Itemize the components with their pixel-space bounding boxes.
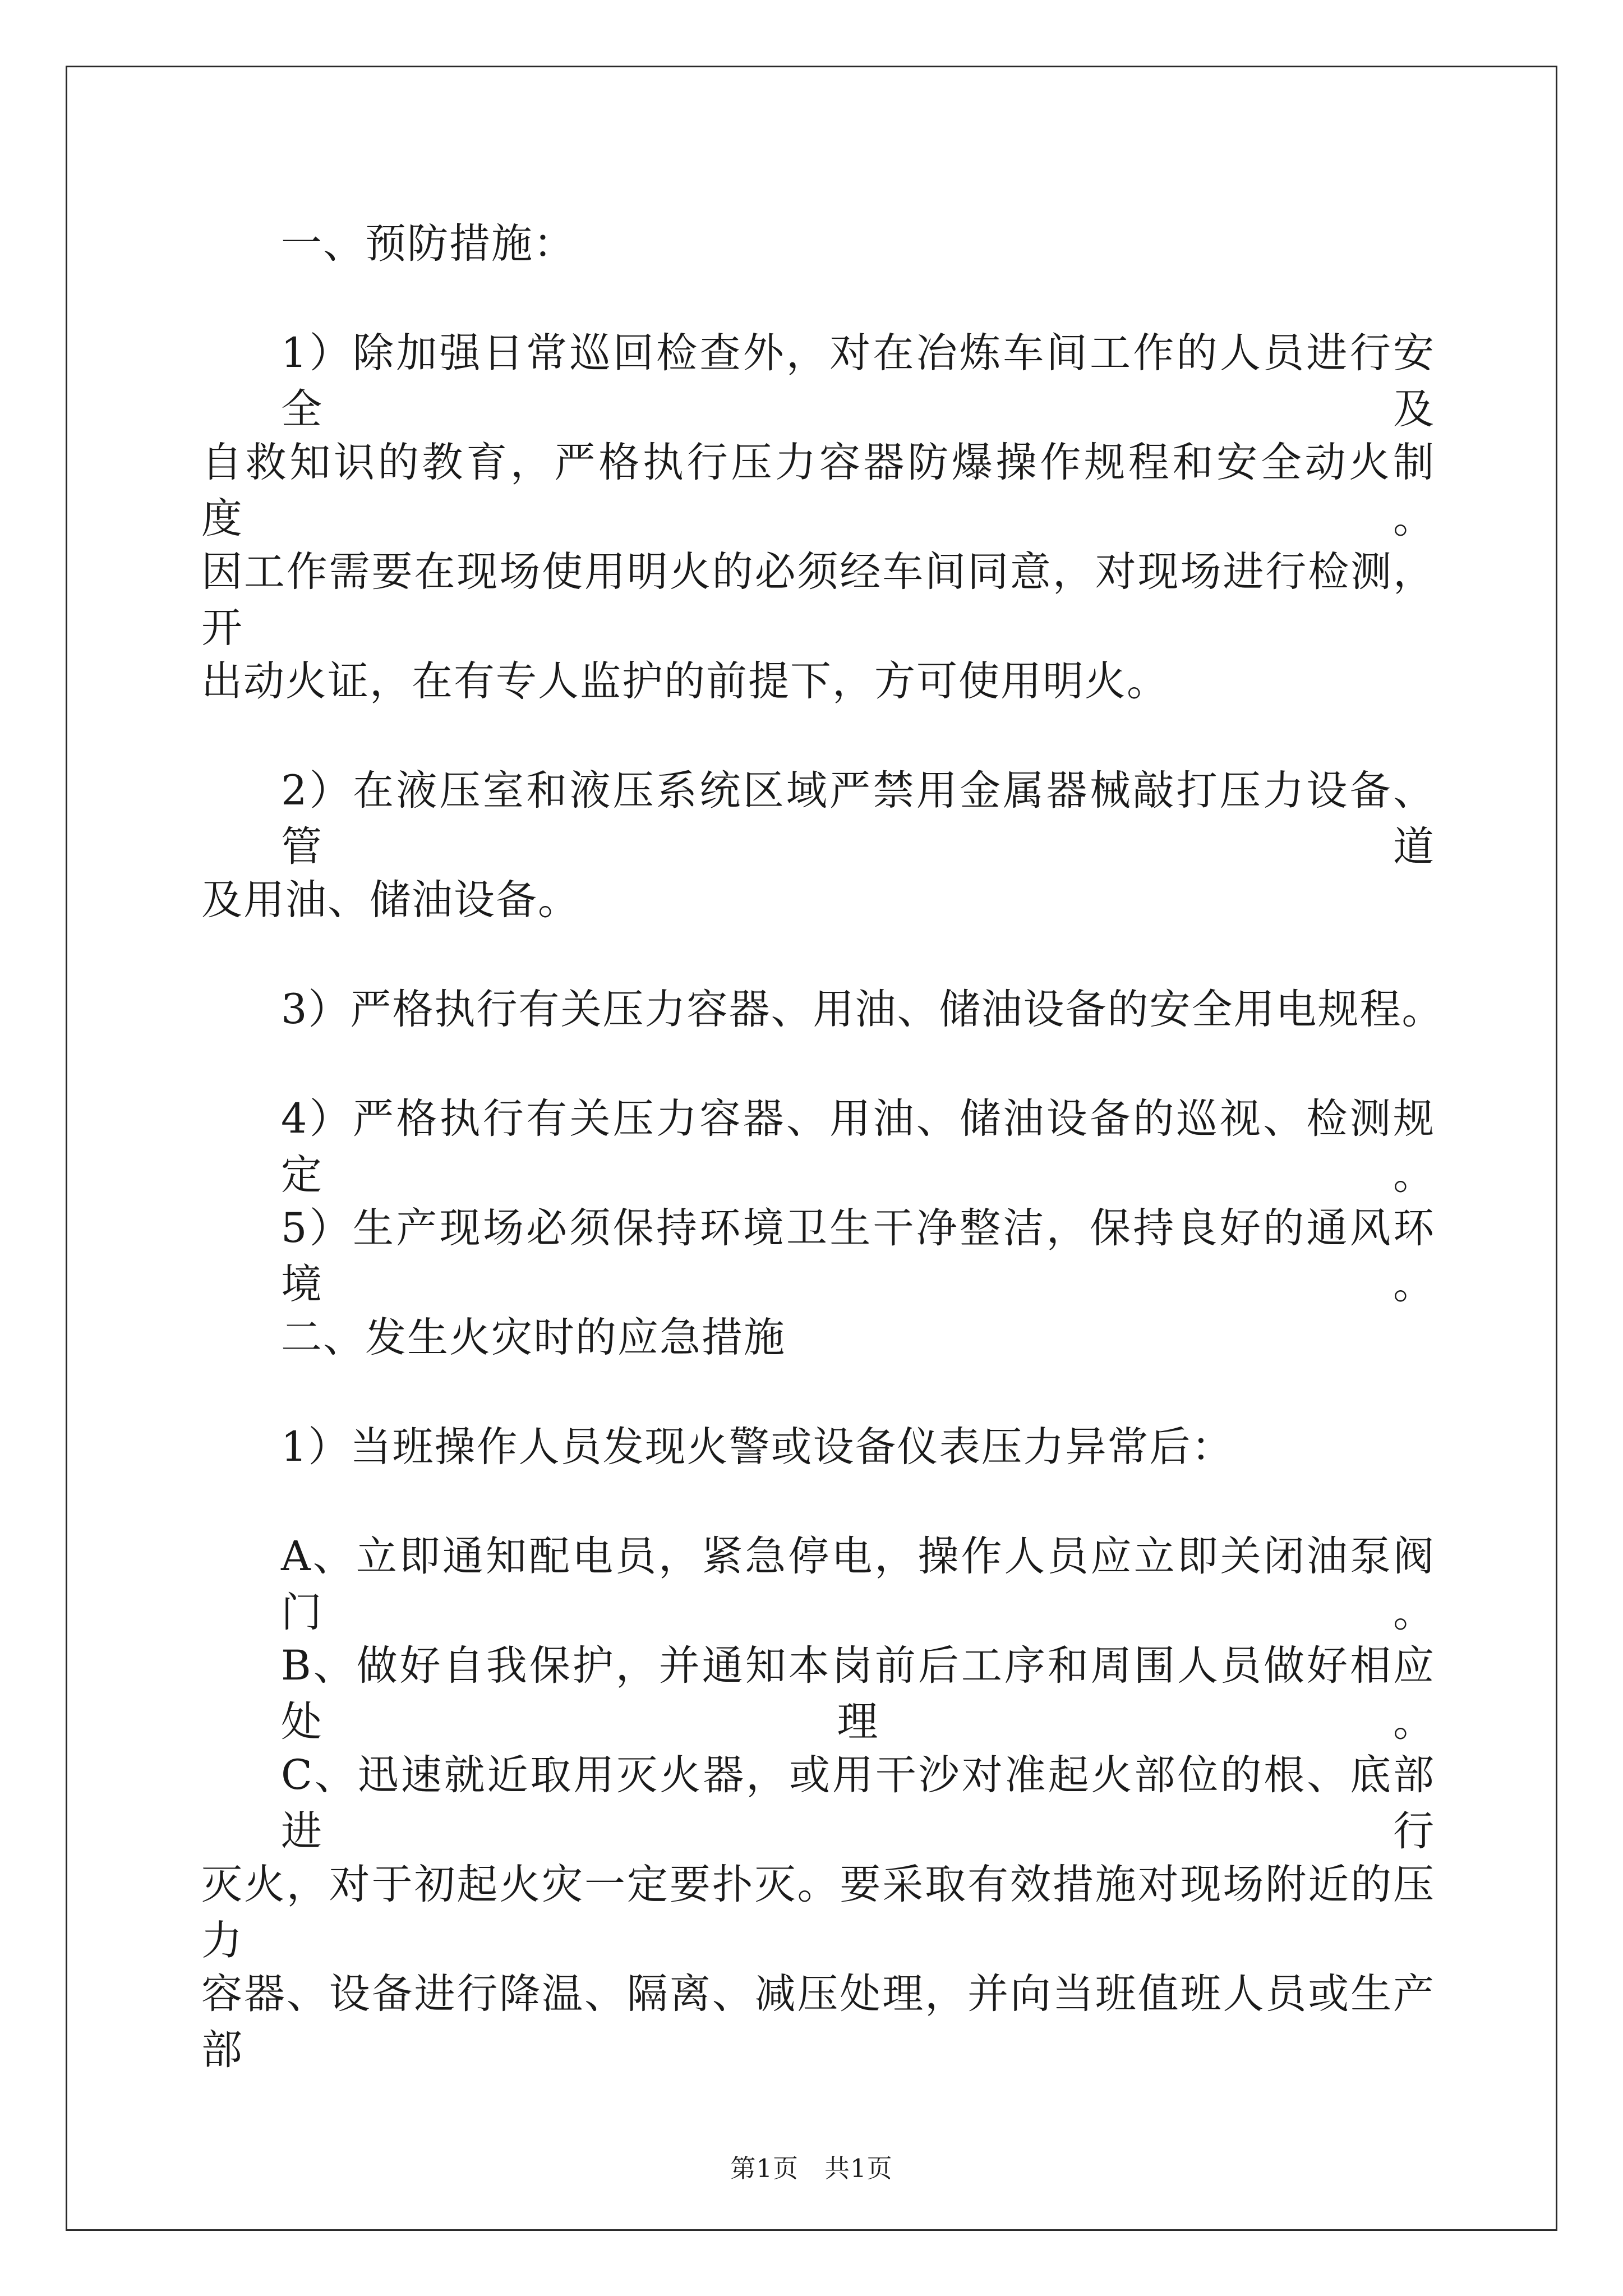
paragraph-line: 出动火证，在有专人监护的前提下，方可使用明火。 — [201, 657, 1169, 705]
heading-emergency: 二、发生火灾时的应急措施 — [281, 1314, 786, 1361]
paragraph-line: 因工作需要在现场使用明火的必须经车间同意，对现场进行检测，开 — [201, 548, 1435, 652]
paragraph-line: 容器、设备进行降温、隔离、减压处理，并向当班值班人员或生产部 — [201, 1970, 1435, 2074]
paragraph-line: 1）当班操作人员发现火警或设备仪表压力异常后： — [281, 1423, 1234, 1471]
paragraph-line: 5）生产现场必须保持环境卫生干净整洁，保持良好的通风环境。 — [281, 1204, 1435, 1308]
paragraph-line: C、迅速就近取用灭火器，或用干沙对准起火部位的根、底部进行 — [281, 1751, 1435, 1855]
paragraph-line: 及用油、储油设备。 — [201, 876, 580, 924]
heading-prevention: 一、预防措施： — [281, 220, 575, 268]
paragraph-line: 灭火，对于初起火灾一定要扑灭。要采取有效措施对现场附近的压力 — [201, 1861, 1435, 1964]
paragraph-line: 3）严格执行有关压力容器、用油、储油设备的安全用电规程。 — [281, 986, 1444, 1033]
paragraph-line: 2）在液压室和液压系统区域严禁用金属器械敲打压力设备、管道 — [281, 767, 1435, 871]
paragraph-line: 1）除加强日常巡回检查外，对在冶炼车间工作的人员进行安全及 — [281, 329, 1435, 433]
paragraph-line: 4）严格执行有关压力容器、用油、储油设备的巡视、检测规定。 — [281, 1095, 1435, 1199]
paragraph-line: A、立即通知配电员，紧急停电，操作人员应立即关闭油泵阀门。 — [281, 1533, 1435, 1636]
page-number-footer: 第1页 共1页 — [730, 2154, 893, 2183]
paragraph-line: 自救知识的教育，严格执行压力容器防爆操作规程和安全动火制度。 — [201, 439, 1435, 542]
paragraph-line: B、做好自我保护，并通知本岗前后工序和周围人员做好相应处理。 — [281, 1642, 1435, 1746]
